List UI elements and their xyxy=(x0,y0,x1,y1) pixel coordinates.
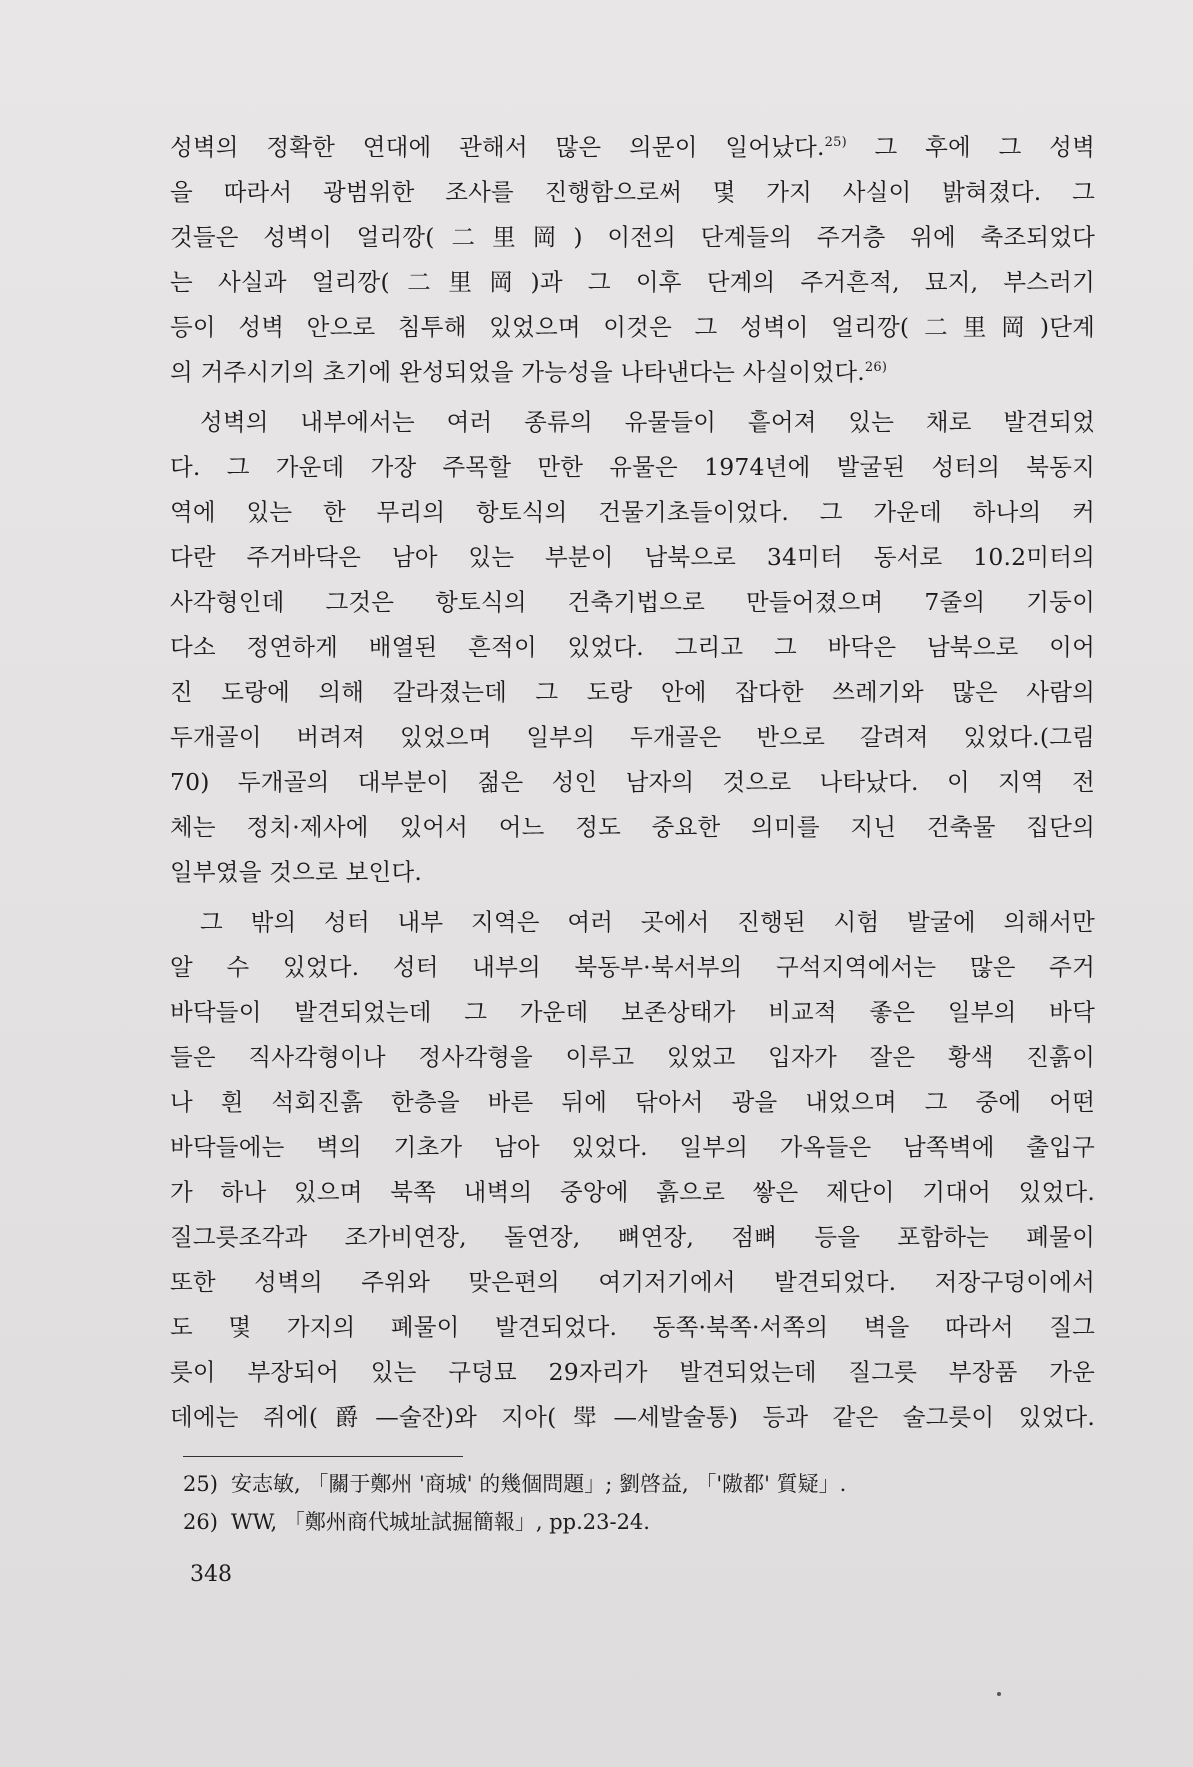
footnote-ref[interactable]: 26) xyxy=(864,360,888,375)
page-number: 348 xyxy=(190,1562,232,1587)
text-line: 사각형인데 그것은 항토식의 건축기법으로 만들어졌으며 7줄의 기둥이 xyxy=(170,588,1095,616)
text-line xyxy=(170,125,1095,170)
paragraph-3 xyxy=(170,900,1095,1440)
text-line: 알 수 있었다. 성터 내부의 북동부·북서부의 구석지역에서는 많은 주거 xyxy=(170,953,1095,981)
text-line: 나 흰 석회진흙 한층을 바른 뒤에 닦아서 광을 내었으며 그 중에 어떤 xyxy=(170,1088,1095,1116)
text-line: 바닥들이 발견되었는데 그 가운데 보존상태가 비교적 좋은 일부의 바닥 xyxy=(170,998,1095,1026)
text-line: 들은 직사각형이나 정사각형을 이루고 있었고 입자가 잘은 황색 진흙이 xyxy=(170,1043,1095,1071)
footnote-number: 26) xyxy=(183,1510,218,1534)
text-line: 진 도랑에 의해 갈라졌는데 그 도랑 안에 잡다한 쓰레기와 많은 사람의 xyxy=(170,678,1095,706)
text-line: 체는 정치·제사에 있어서 어느 정도 중요한 의미를 지닌 건축물 집단의 xyxy=(170,813,1095,841)
text-line: 을 따라서 광범위한 조사를 진행함으로써 몇 가지 사실이 밝혀졌다. 그 xyxy=(170,178,1095,206)
footnote-text: WW, 「鄭州商代城址試掘簡報」, pp.23-24. xyxy=(231,1510,650,1534)
body-text xyxy=(170,125,1095,1440)
paper-speck xyxy=(997,1692,1001,1696)
footnote-text: 安志敏, 「關于鄭州 '商城' 的幾個問題」; 劉啓益, 「'隞都' 質疑」. xyxy=(231,1472,847,1496)
text-line: 도 몇 가지의 폐물이 발견되었다. 동쪽·북쪽·서쪽의 벽을 따라서 질그 xyxy=(170,1313,1095,1341)
text-line xyxy=(170,350,1095,395)
paragraph-2 xyxy=(170,400,1095,895)
text-line: 그 밖의 성터 내부 지역은 여러 곳에서 진행된 시험 발굴에 의해서만 xyxy=(200,908,1095,936)
text-line: 역에 있는 한 무리의 항토식의 건물기초들이었다. 그 가운데 하나의 커 xyxy=(170,498,1095,526)
line-text: 성벽의 정확한 연대에 관해서 많은 의문이 일어났다. xyxy=(170,133,825,161)
footnotes xyxy=(183,1465,1083,1541)
footnote xyxy=(183,1503,1083,1541)
paragraph-1 xyxy=(170,125,1095,395)
text-line: 다. 그 가운데 가장 주목할 만한 유물은 1974년에 발굴된 성터의 북동지 xyxy=(170,453,1095,481)
text-line: 다란 주거바닥은 남아 있는 부분이 남북으로 34미터 동서로 10.2미터의 xyxy=(170,543,1095,571)
text-line: 질그릇조각과 조가비연장, 돌연장, 뼈연장, 점뼈 등을 포함하는 폐물이 xyxy=(170,1223,1095,1251)
text-line: 성벽의 내부에서는 여러 종류의 유물들이 흩어져 있는 채로 발견되었 xyxy=(200,408,1095,436)
text-line: 다소 정연하게 배열된 흔적이 있었다. 그리고 그 바닥은 남북으로 이어 xyxy=(170,633,1095,661)
text-line: 데에는 쥐에(爵—술잔)와 지아(斝—세발술통) 등과 같은 술그릇이 있었다. xyxy=(170,1403,1095,1431)
text-line: 가 하나 있으며 북쪽 내벽의 중앙에 흙으로 쌓은 제단이 기대어 있었다. xyxy=(170,1178,1095,1206)
footnote xyxy=(183,1465,1083,1503)
text-line: 또한 성벽의 주위와 맞은편의 여기저기에서 발견되었다. 저장구덩이에서 xyxy=(170,1268,1095,1296)
text-line: 두개골이 버려져 있었으며 일부의 두개골은 반으로 갈려져 있었다.(그림 xyxy=(170,723,1095,751)
text-line: 릇이 부장되어 있는 구덩묘 29자리가 발견되었는데 질그릇 부장품 가운 xyxy=(170,1358,1095,1386)
line-text: 그 후에 그 성벽 xyxy=(846,133,1095,161)
text-line: 등이 성벽 안으로 침투해 있었으며 이것은 그 성벽이 얼리깡(二里岡)단계 xyxy=(170,313,1095,341)
footnote-number: 25) xyxy=(183,1472,218,1496)
line-text: 의 거주시기의 초기에 완성되었을 가능성을 나타낸다는 사실이었다. xyxy=(170,358,865,386)
text-line: 는 사실과 얼리깡(二里岡)과 그 이후 단계의 주거흔적, 묘지, 부스러기 xyxy=(170,268,1095,296)
text-line: 70) 두개골의 대부분이 젊은 성인 남자의 것으로 나타났다. 이 지역 전 xyxy=(170,768,1095,796)
text-line: 것들은 성벽이 얼리깡(二里岡) 이전의 단계들의 주거층 위에 축조되었다 xyxy=(170,223,1095,251)
text-line: 일부였을 것으로 보인다. xyxy=(170,858,423,886)
footnote-ref[interactable]: 25) xyxy=(824,135,847,150)
footnote-divider xyxy=(183,1456,463,1457)
text-line: 바닥들에는 벽의 기초가 남아 있었다. 일부의 가옥들은 남쪽벽에 출입구 xyxy=(170,1133,1095,1161)
